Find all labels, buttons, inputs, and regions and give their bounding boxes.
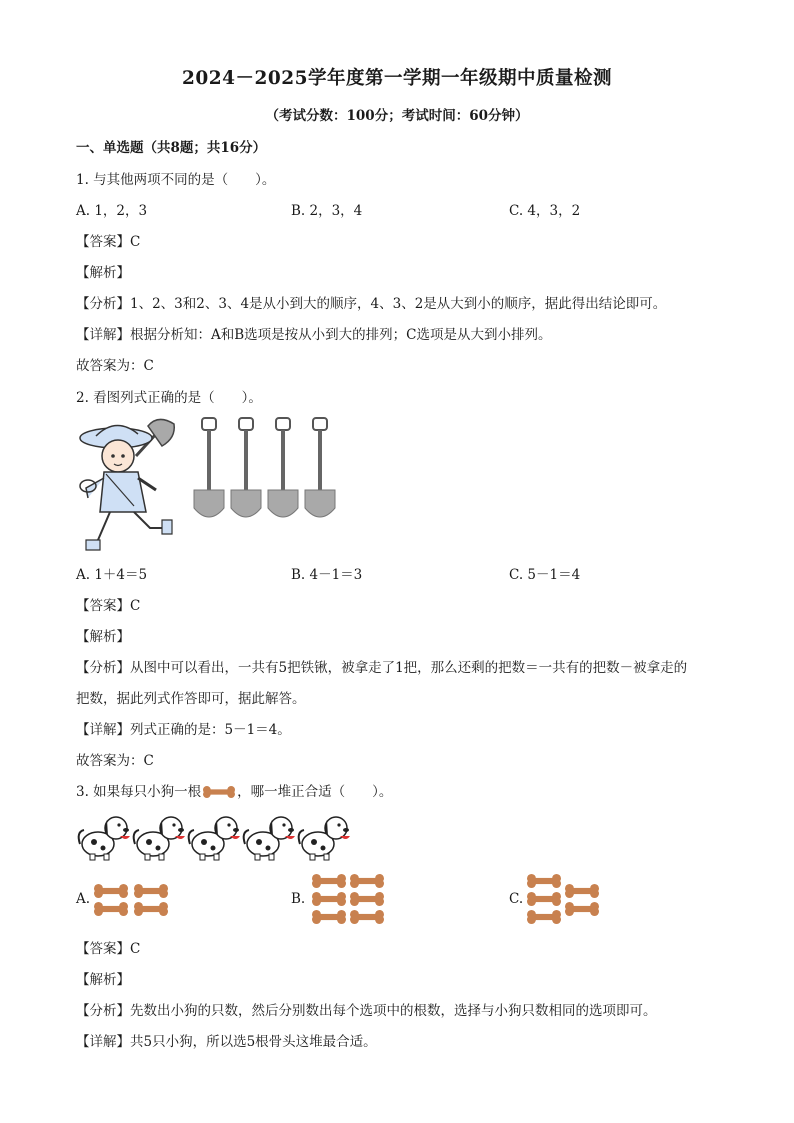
dogs-image — [76, 810, 356, 862]
bone-icon — [312, 874, 346, 888]
bone-icon — [201, 785, 237, 799]
q2-detail: 【详解】列式正确的是：5－1＝4。 — [76, 722, 291, 738]
shovel-icon — [231, 418, 261, 517]
q1-detail: 【详解】根据分析知：A和B选项是按从小到大的排列；C选项是从大到小排列。 — [76, 327, 552, 343]
q1-option-a: A. 1，2，3 — [76, 203, 148, 219]
q3-stem-after: ，哪一堆正合适（ ）。 — [237, 784, 393, 800]
q3-detail: 【详解】共5只小狗，所以选5根骨头这堆最合适。 — [76, 1034, 377, 1050]
bone-icon — [350, 892, 384, 906]
bone-icon — [565, 902, 599, 916]
q2-option-c: C. 5－1＝4 — [509, 567, 581, 583]
q1-analysis: 【分析】1、2、3和2、3、4是从小到大的顺序，4、3、2是从大到小的顺序，据此得出结论即可。 — [76, 296, 667, 312]
shovel-icon — [194, 418, 224, 517]
section-heading: 一、单选题（共8题；共16分） — [76, 140, 267, 156]
q1-analysis-label: 【解析】 — [76, 265, 130, 281]
q3-analysis: 【分析】先数出小狗的只数，然后分别数出每个选项中的根数，选择与小狗只数相同的选项即可。 — [76, 1003, 657, 1019]
question-1-stem: 1. 与其他两项不同的是（ ）。 — [76, 172, 276, 188]
q2-answer: 【答案】C — [76, 598, 141, 614]
question-3-stem — [76, 780, 392, 800]
dog-icon — [299, 817, 350, 860]
bone-icon — [527, 874, 561, 888]
q2-option-b: B. 4－1＝3 — [291, 567, 363, 583]
q1-answer: 【答案】C — [76, 234, 141, 250]
q2-analysis-line-2: 把数，据此列式作答即可，据此解答。 — [76, 691, 306, 707]
q2-analysis-line-1: 【分析】从图中可以看出，一共有5把铁锹，被拿走了1把，那么还剩的把数＝一共有的把数－被拿走的 — [76, 660, 688, 676]
bone-icon — [312, 892, 346, 906]
bone-icon — [527, 910, 561, 924]
bone-icon — [94, 902, 128, 916]
q3-option-a: A. — [76, 891, 91, 907]
q3-stem-before: 3. 如果每只小狗一根 — [76, 784, 202, 800]
q1-final: 故答案为：C — [76, 358, 154, 374]
page-title: 2024－2025学年度第一学期一年级期中质量检测 — [182, 68, 612, 89]
question-2-stem: 2. 看图列式正确的是（ ）。 — [76, 390, 262, 406]
q2-analysis-label: 【解析】 — [76, 629, 130, 645]
bone-icon — [565, 884, 599, 898]
bone-icon — [350, 910, 384, 924]
dog-icon — [134, 817, 185, 860]
bone-icon — [203, 786, 235, 798]
bone-icon — [134, 884, 168, 898]
q3-answer: 【答案】C — [76, 941, 141, 957]
shovels-image — [186, 416, 346, 528]
q1-option-b: B. 2，3，4 — [291, 203, 363, 219]
bone-icon — [134, 902, 168, 916]
dog-icon — [79, 817, 130, 860]
dog-icon — [189, 817, 240, 860]
bone-pile-b — [310, 872, 390, 928]
bone-icon — [312, 910, 346, 924]
shovel-icon — [268, 418, 298, 517]
bone-pile-c — [527, 872, 607, 928]
bone-icon — [350, 874, 384, 888]
bone-pile-a — [94, 880, 174, 920]
q3-analysis-label: 【解析】 — [76, 972, 130, 988]
boy-carrying-shovel-image — [76, 416, 186, 556]
q3-option-b: B. — [291, 891, 306, 907]
shovel-icon — [305, 418, 335, 517]
q3-option-c: C. — [509, 891, 524, 907]
dog-icon — [244, 817, 295, 860]
q2-final: 故答案为：C — [76, 753, 154, 769]
bone-icon — [527, 892, 561, 906]
q1-option-c: C. 4，3，2 — [509, 203, 581, 219]
q2-option-a: A. 1＋4＝5 — [76, 567, 148, 583]
bone-icon — [94, 884, 128, 898]
exam-info: （考试分数：100分；考试时间：60分钟） — [265, 108, 529, 124]
